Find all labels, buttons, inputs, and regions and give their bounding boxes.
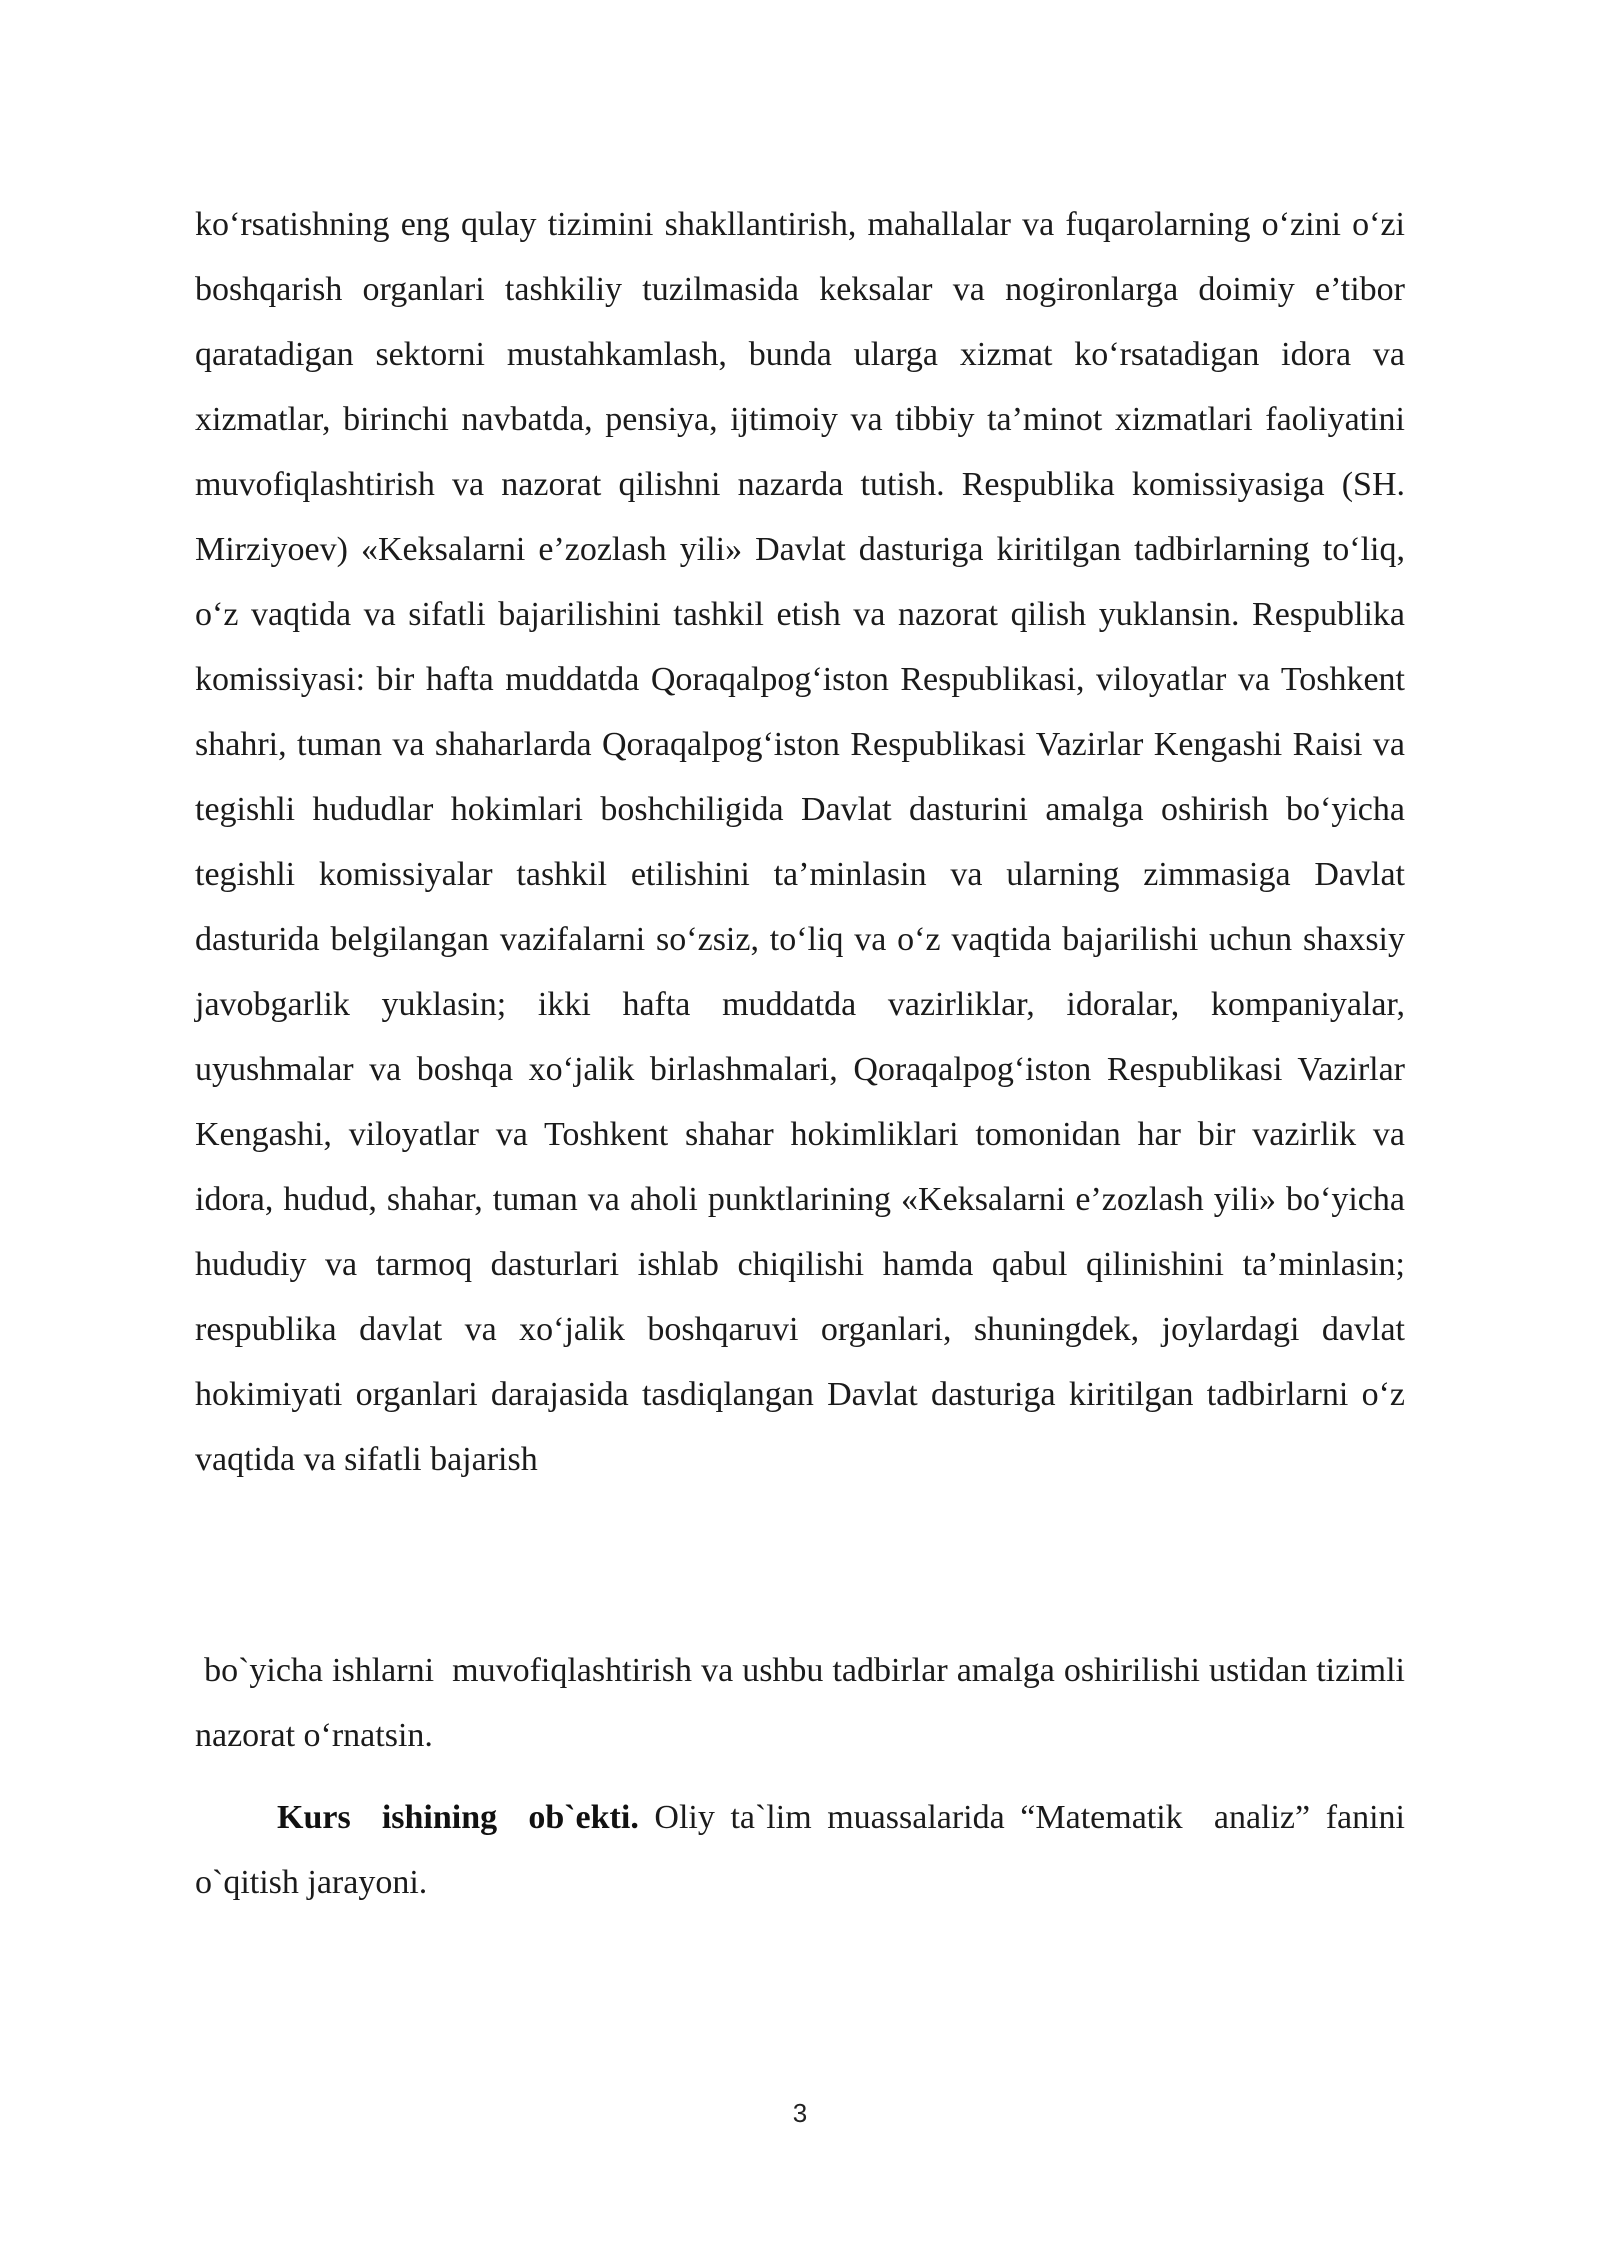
page-number: 3 [792,2098,808,2128]
course-object-text: Oliy ta`lim muassalarida “Matematik analiz” fanini o`qitish jarayoni. [195,1799,1414,1901]
course-object-heading: Kurs ishining ob`ekti. [277,1799,639,1836]
body-paragraph-2: bo`yicha ishlarni muvofiqlashtirish va ushbu tadbirlar amalga oshirilishi ustidan tizimli nazorat o‘rnatsin. [195,1652,1414,1754]
course-object-paragraph [195,1785,1414,1915]
body-paragraph-1: ko‘rsatishning eng qulay tizimini shakllantirish, mahallalar va fuqarolarning o‘zini o‘zi boshqarish organlari tashkiliy tuzilmasida keksalar va nogironlarga doimiy e’tibor qaratadigan sektorni mustahkamlash, bunda ularga xizmat ko‘rsatadigan idora va xizmatlar, birinchi navbatda, pensiya, ijtimoiy va tibbiy ta’minot xizmatlari faoliyatini muvofiqlashtirish va nazorat qilishni nazarda tutish. Respublika komissiyasiga (SH. Mirziyoev) «Keksalarni e’zozlash yili» Davlat dasturiga kiritilgan tadbirlarning to‘liq, o‘z vaqtida va sifatli bajarilishini tashkil etish va nazorat qilish yuklansin. Respublika komissiyasi: bir hafta muddatda Qoraqalpog‘iston Respublikasi, viloyatlar va Toshkent shahri, tuman va shaharlarda Qoraqalpog‘iston Respublikasi Vazirlar Kengashi Raisi va tegishli hududlar hokimlari boshchiligida Davlat dasturini amalga oshirish bo‘yicha tegishli komissiyalar tashkil etilishini ta’minlasin va ularning zimmasiga Davlat dasturida belgilangan vazifalarni so‘zsiz, to‘liq va o‘z vaqtida bajarilishi uchun shaxsiy javobgarlik yuklasin; ikki hafta muddatda vazirliklar, idoralar, kompaniyalar, uyushmalar va boshqa xo‘jalik birlashmalari, Qoraqalpog‘iston Respublikasi Vazirlar Kengashi, viloyatlar va Toshkent shahar hokimliklari tomonidan har bir vazirlik va idora, hudud, shahar, tuman va aholi punktlarining «Keksalarni e’zozlash yili» bo‘yicha hududiy va tarmoq dasturlari ishlab chiqilishi hamda qabul qilinishini ta’minlasin; respublika davlat va xo‘jalik boshqaruvi organlari, shuningdek, joylardagi davlat hokimiyati organlari darajasida tasdiqlangan Davlat dasturiga kiritilgan tadbirlarni o‘z vaqtida va sifatli bajarish [195,206,1405,1478]
